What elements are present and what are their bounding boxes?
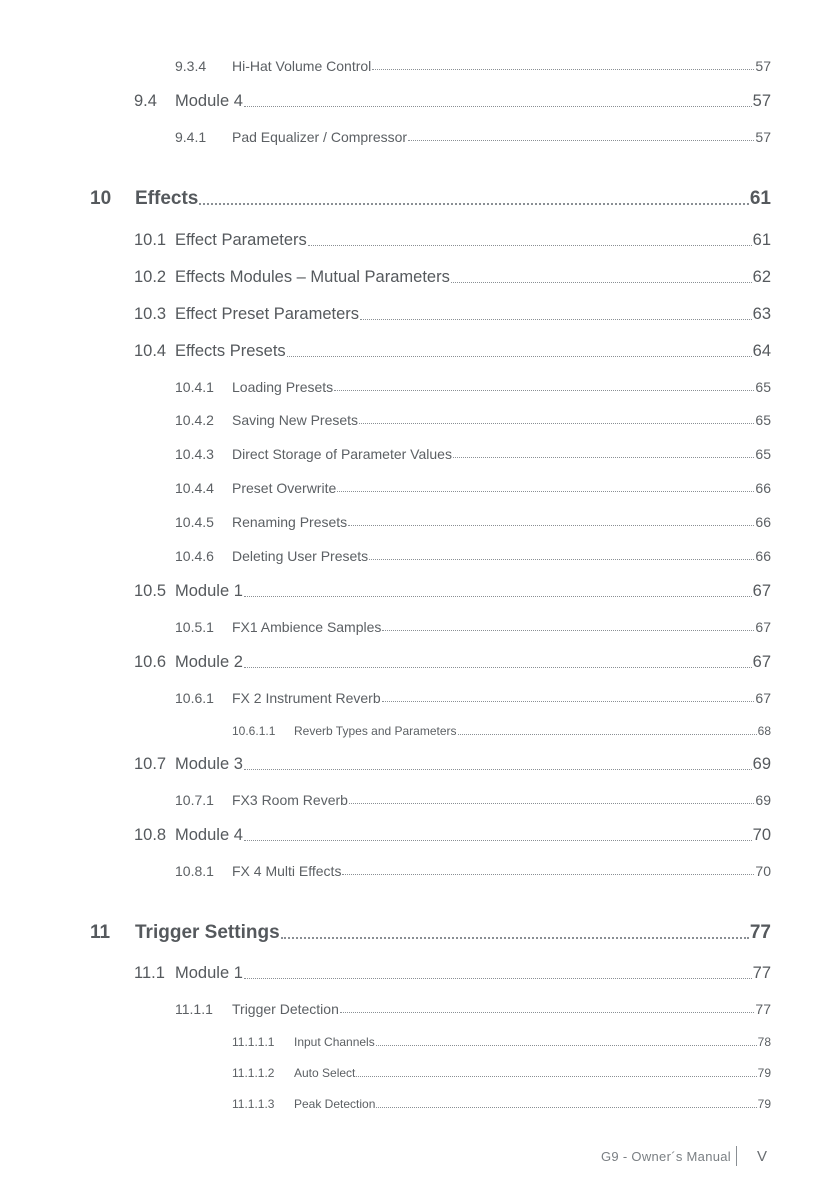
dot-leader: [376, 1097, 756, 1111]
footer-divider: [736, 1146, 737, 1166]
toc-page: 67: [752, 582, 771, 600]
dot-leader: [382, 690, 755, 706]
toc-entry[interactable]: [175, 792, 771, 808]
dot-leader: [458, 724, 757, 738]
toc-page: 79: [757, 1097, 771, 1111]
dot-leader: [369, 548, 754, 564]
dot-leader: [281, 922, 749, 944]
toc-number: 10.4.5: [175, 514, 214, 530]
dot-leader: [308, 231, 752, 250]
toc-number: 11.1.1: [175, 1001, 213, 1017]
toc-page: 67: [752, 653, 771, 671]
page-number: V: [756, 1147, 767, 1165]
toc-title: Module 1: [175, 964, 243, 982]
dot-leader: [382, 619, 754, 635]
dot-leader: [340, 1001, 755, 1017]
toc-title: FX 2 Instrument Reverb: [232, 690, 381, 706]
toc-entry[interactable]: [175, 1001, 771, 1017]
toc-number: 11: [90, 922, 111, 943]
dot-leader: [451, 268, 752, 287]
toc-page: 63: [752, 305, 771, 323]
toc-title: Deleting User Presets: [232, 548, 369, 564]
toc-number: 10.4: [134, 342, 167, 360]
toc-number: 10.4.2: [175, 412, 214, 428]
toc-number: 10.7.1: [175, 792, 214, 808]
toc-title: Module 4: [175, 92, 243, 110]
toc-title: Direct Storage of Parameter Values: [232, 446, 452, 462]
toc-title: Module 1: [175, 582, 243, 600]
toc-title: Pad Equalizer / Compressor: [232, 129, 408, 145]
toc-title: Effects Presets: [175, 342, 286, 360]
dot-leader: [287, 342, 752, 361]
toc-title: Loading Presets: [232, 379, 334, 395]
dot-leader: [244, 755, 752, 774]
toc-title: Renaming Presets: [232, 514, 348, 530]
toc-entry[interactable]: [134, 342, 771, 361]
toc-number: 10.8.1: [175, 863, 214, 879]
dot-leader: [372, 58, 754, 74]
toc-title: Reverb Types and Parameters: [294, 724, 457, 738]
toc-page: 66: [755, 548, 771, 564]
dot-leader: [334, 379, 754, 395]
toc-entry[interactable]: [175, 619, 771, 635]
toc-page: 79: [757, 1066, 771, 1080]
toc-number: 9.4.1: [175, 129, 207, 145]
toc-title: Effects: [135, 188, 199, 209]
toc-page: 67: [755, 690, 771, 706]
toc-number: 10.5.1: [175, 619, 214, 635]
toc-entry[interactable]: [175, 863, 771, 879]
toc-entry[interactable]: [134, 305, 771, 324]
dot-leader: [453, 446, 754, 462]
dot-leader: [199, 188, 749, 210]
toc-page: 65: [755, 412, 771, 428]
toc-number: 9.3.4: [175, 58, 207, 74]
dot-leader: [348, 514, 754, 530]
toc-title: Module 4: [175, 826, 243, 844]
toc-number: 10.1: [134, 231, 167, 249]
toc-page: 69: [755, 792, 771, 808]
page-footer: [601, 1146, 767, 1166]
toc-number: 11.1.1.3: [232, 1097, 275, 1111]
toc-page: 57: [755, 58, 771, 74]
toc-page: 70: [752, 826, 771, 844]
toc-number: 11.1.1.2: [232, 1066, 275, 1080]
toc-page: 68: [757, 724, 771, 738]
dot-leader: [376, 1035, 757, 1049]
toc-number: 10.7: [134, 755, 167, 773]
toc-number: 10.2: [134, 268, 167, 286]
toc-title: Effect Preset Parameters: [175, 305, 360, 323]
dot-leader: [337, 480, 754, 496]
toc-page: 66: [755, 480, 771, 496]
toc-title: Trigger Settings: [135, 922, 280, 943]
toc-title: FX1 Ambience Samples: [232, 619, 382, 635]
toc-page: 62: [752, 268, 771, 286]
toc-page: 69: [752, 755, 771, 773]
toc-number: 10.4.6: [175, 548, 214, 564]
toc-entry[interactable]: [175, 480, 771, 496]
dot-leader: [342, 863, 754, 879]
toc-entry[interactable]: [134, 964, 771, 983]
toc-entry[interactable]: [175, 129, 771, 145]
toc-page: 64: [752, 342, 771, 360]
toc-entry[interactable]: [232, 724, 771, 738]
toc-number: 10.8: [134, 826, 167, 844]
toc-entry[interactable]: [175, 514, 771, 530]
dot-leader: [360, 305, 752, 324]
toc-entry[interactable]: [90, 922, 771, 944]
toc-title: Trigger Detection: [232, 1001, 339, 1017]
toc-entry[interactable]: [175, 58, 771, 74]
toc-page: 61: [752, 231, 771, 249]
toc-number: 10.3: [134, 305, 167, 323]
toc-number: 10.6.1: [175, 690, 214, 706]
toc-number: 10.5: [134, 582, 167, 600]
toc-page: 65: [755, 379, 771, 395]
toc-entry[interactable]: [134, 826, 771, 845]
toc-page: 65: [755, 446, 771, 462]
toc-page: 61: [749, 188, 771, 209]
manual-title: G9 - Owner´s Manual: [601, 1148, 731, 1164]
toc-title: Hi-Hat Volume Control: [232, 58, 372, 74]
toc-entry[interactable]: [134, 268, 771, 287]
toc-title: Module 2: [175, 653, 243, 671]
toc-number: 10.4.4: [175, 480, 214, 496]
dot-leader: [244, 826, 752, 845]
toc-entry[interactable]: [175, 690, 771, 706]
toc-title: FX3 Room Reverb: [232, 792, 348, 808]
toc-number: 10.4.3: [175, 446, 214, 462]
toc-entry[interactable]: [175, 412, 771, 428]
toc-page: 77: [749, 922, 771, 943]
toc-entry[interactable]: [232, 1097, 771, 1111]
toc-title: Module 3: [175, 755, 243, 773]
toc-entry[interactable]: [175, 548, 771, 564]
toc-entry[interactable]: [232, 1066, 771, 1080]
toc-number: 10.6: [134, 653, 167, 671]
toc-entry[interactable]: [175, 446, 771, 462]
toc-title: Auto Select: [294, 1066, 356, 1080]
dot-leader: [349, 792, 754, 808]
toc-title: Input Channels: [294, 1035, 375, 1049]
dot-leader: [244, 964, 752, 983]
toc-title: Preset Overwrite: [232, 480, 337, 496]
toc-page: 78: [757, 1035, 771, 1049]
toc-page: 57: [755, 129, 771, 145]
toc-entry[interactable]: [134, 231, 771, 250]
toc-entry[interactable]: [232, 1035, 771, 1049]
toc-number: 10.4.1: [175, 379, 214, 395]
toc-number: 10: [90, 188, 112, 209]
toc-entry[interactable]: [134, 92, 771, 111]
dot-leader: [244, 92, 752, 111]
toc-number: 11.1.1.1: [232, 1035, 275, 1049]
dot-leader: [356, 1066, 756, 1080]
toc-page: 66: [755, 514, 771, 530]
toc-entry[interactable]: [90, 188, 771, 210]
toc-title: Peak Detection: [294, 1097, 376, 1111]
toc-title: Saving New Presets: [232, 412, 359, 428]
dot-leader: [244, 582, 752, 601]
toc-number: 9.4: [134, 92, 157, 110]
toc-entry[interactable]: [175, 379, 771, 395]
toc-entry[interactable]: [134, 582, 771, 601]
toc-number: 10.6.1.1: [232, 724, 276, 738]
toc-entry[interactable]: [134, 653, 771, 672]
dot-leader: [244, 653, 752, 672]
toc-page: 67: [755, 619, 771, 635]
toc-title: FX 4 Multi Effects: [232, 863, 342, 879]
toc-page: 70: [755, 863, 771, 879]
toc-page: 77: [752, 964, 771, 982]
toc-title: Effects Modules – Mutual Parameters: [175, 268, 450, 286]
toc-number: 11.1: [134, 964, 165, 982]
toc-page: 77: [755, 1001, 771, 1017]
toc-entry[interactable]: [134, 755, 771, 774]
dot-leader: [359, 412, 754, 428]
toc-title: Effect Parameters: [175, 231, 307, 249]
dot-leader: [408, 129, 754, 145]
toc-page: 57: [752, 92, 771, 110]
